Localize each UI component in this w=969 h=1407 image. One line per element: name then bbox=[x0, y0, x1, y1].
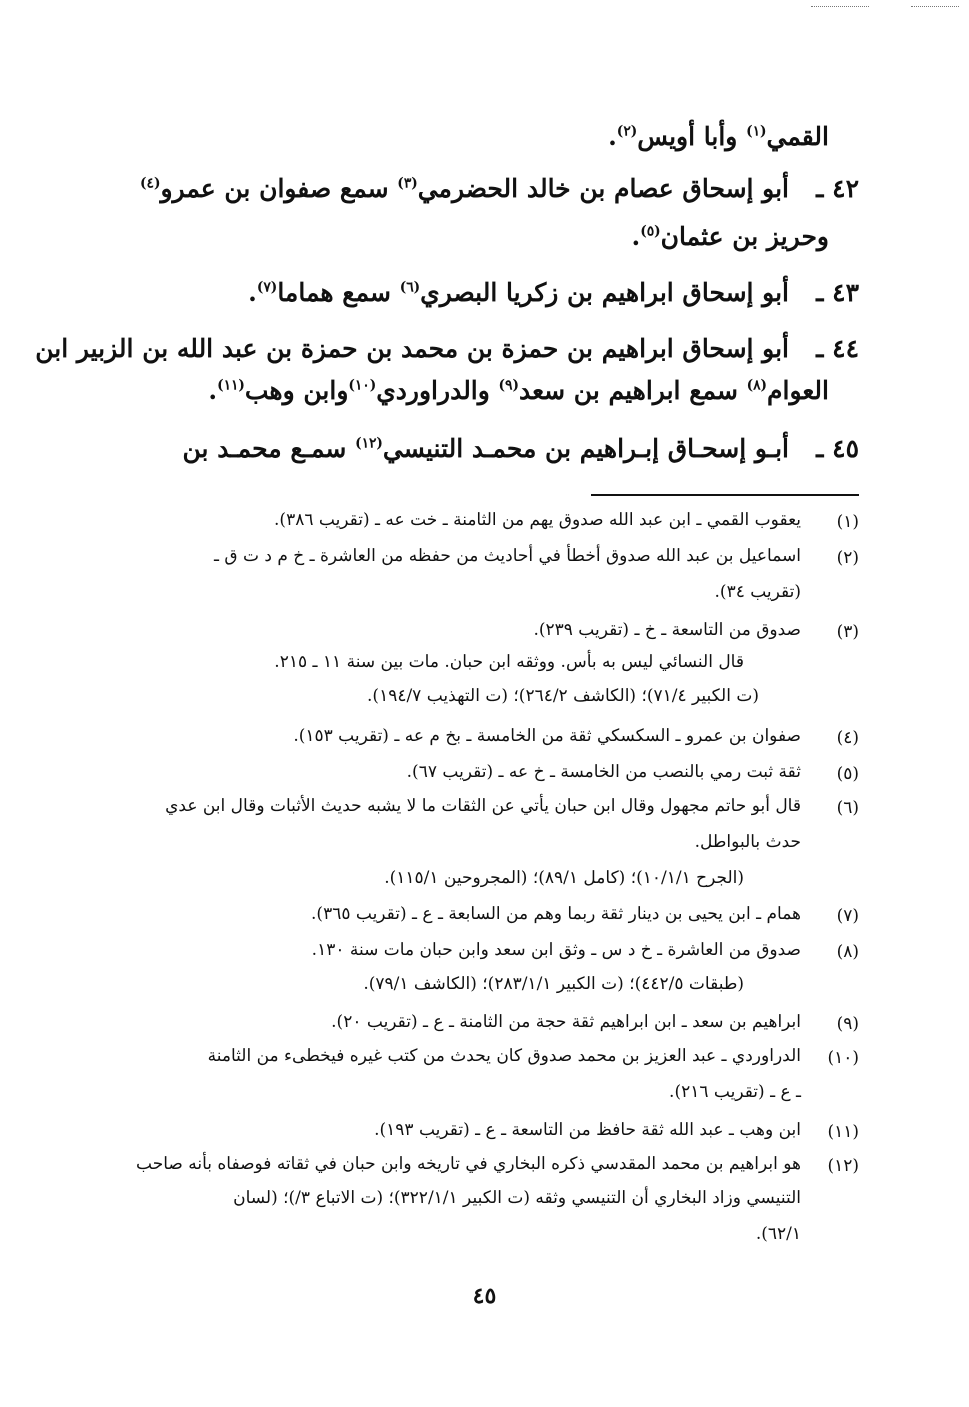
footnote-number: (٢) bbox=[836, 548, 859, 568]
footnote-text: الدراوردي ـ عبد العزيز بن محمد صدوق كان يحدث من كتب غيره فيخطىء من الثامنة bbox=[207, 1046, 801, 1066]
footnote-text-continued: ـ ع ـ (تقريب ٢١٦). bbox=[669, 1082, 801, 1102]
footnote-text: صفوان بن عمرو ـ السكسكي ثقة من الخامسة ـ بخ م عه ـ (تقريب ١٥٣). bbox=[293, 726, 801, 746]
text-run: . bbox=[248, 278, 257, 307]
footnote-text: ابن وهب ـ عبد الله ثقة حافظ من التاسعة ـ ع ـ (تقريب ١٩٣). bbox=[374, 1120, 801, 1140]
entry-number: ٤٢ ـ bbox=[816, 174, 859, 203]
footnote-text: يعقوب القمي ـ ابن عبد الله صدوق يهم من الثامنة ـ خت عه ـ (تقريب ٣٨٦). bbox=[274, 510, 801, 530]
text-run: سمع ابراهيم بن سعد bbox=[518, 376, 747, 405]
footnote-number: (٨) bbox=[836, 942, 859, 962]
footnote-ref: (٥) bbox=[640, 223, 661, 240]
text-run: . bbox=[208, 376, 218, 405]
footnote-ref: (٤) bbox=[140, 175, 161, 192]
footnote-text-continued: التنيسي وزاد البخاري أن التنيسي وثقه (ت الكبير ٣٢٢/١/١)؛ (ت الاتباع ٣/)؛ (لسان bbox=[233, 1188, 801, 1208]
footnote-text-continued: (ت الكبير ٧١/٤)؛ (الكاشف ٢٦٤/٢)؛ (ت التهذيب ١٩٤/٧). bbox=[367, 686, 759, 706]
text-run: وحريز بن عثمان bbox=[660, 222, 829, 251]
text-run: سمع صفوان بن عمرو bbox=[160, 174, 398, 203]
entry-number: ٤٣ ـ bbox=[816, 278, 859, 307]
entry-44-line2 bbox=[208, 376, 829, 406]
corner-rule-right bbox=[911, 6, 959, 7]
entry-number: ٤٥ ـ bbox=[816, 434, 859, 463]
footnote-ref: (٦) bbox=[399, 279, 421, 296]
continuation-line bbox=[608, 122, 829, 152]
footnote-number: (٩) bbox=[836, 1014, 859, 1034]
footnote-text-continued: حدث بالبواطل. bbox=[694, 832, 801, 852]
footnote-ref: (٧) bbox=[256, 279, 278, 296]
entry-45-line1 bbox=[183, 434, 860, 464]
footnote-text-continued: قال النسائي ليس به بأس. ووثقه ابن حبان. مات بين سنة ١١ ـ ٢١٥. bbox=[274, 652, 744, 672]
text-run: وابن وهب bbox=[244, 376, 349, 405]
footnote-separator bbox=[591, 494, 859, 496]
footnote-text: اسماعيل بن عبد الله صدوق أخطأ في أحاديث من حفظه من العاشرة ـ خ م د ت ق ـ bbox=[213, 546, 801, 566]
footnote-ref: (٢) bbox=[616, 123, 638, 140]
footnote-text: ثقة ثبت رمي بالنصب من الخامسة ـ خ عه ـ (تقريب ٦٧). bbox=[406, 762, 801, 782]
footnote-number: (٣) bbox=[836, 622, 859, 642]
footnote-ref: (٨) bbox=[746, 377, 768, 394]
footnote-ref: (١٠) bbox=[348, 377, 377, 394]
text-run: أبو إسحاق ابراهيم بن حمزة بن محمد بن حمزة بن عبد الله بن الزبير ابن bbox=[35, 334, 789, 363]
footnote-text: صدوق من التاسعة ـ خ ـ (تقريب ٢٣٩). bbox=[533, 620, 801, 640]
text-run: أبو إسحاق ابراهيم بن زكريا البصري bbox=[420, 278, 789, 307]
footnote-text-continued: (الجرح ١٠/١/١)؛ (كامل ٨٩/١)؛ (المجروحين ١١٥/١). bbox=[384, 868, 744, 888]
footnote-ref: (٣) bbox=[397, 175, 418, 192]
footnote-number: (٤) bbox=[836, 728, 859, 748]
text-run: . bbox=[631, 222, 641, 251]
text-run: العوام bbox=[767, 376, 829, 405]
footnote-number: (٦) bbox=[836, 798, 859, 818]
text-run: والدراوردي bbox=[376, 376, 499, 405]
footnote-text: هو ابراهيم بن محمد المقدسي ذكره البخاري في تاريخه وابن حبان في ثقاته فوصفاه بأنه صاحب bbox=[136, 1154, 801, 1174]
footnote-text: صدوق من العاشرة ـ خ د س ـ وثق ابن سعد وابن حبان مات سنة ١٣٠. bbox=[311, 940, 801, 960]
footnote-text-continued: ٦٢/١). bbox=[755, 1224, 801, 1244]
footnote-ref: (١) bbox=[746, 123, 767, 140]
entry-number: ٤٤ ـ bbox=[816, 334, 859, 363]
footnote-number: (١) bbox=[836, 512, 859, 532]
text-run: أبـو إسحـاق إبـراهيم بن محمـد التنيسي bbox=[382, 434, 789, 463]
footnote-text: همام ـ ابن يحيى بن دينار ثقة ربما وهم من السابعة ـ ع ـ (تقريب ٣٦٥). bbox=[311, 904, 801, 924]
text-run: سمع هماما bbox=[277, 278, 400, 307]
entry-42-line1 bbox=[140, 174, 859, 204]
footnote-text: قال أبو حاتم مجهول وقال ابن حبان يأتي عن الثقات ما لا يشبه حديث الأثبات وقال ابن عدي bbox=[165, 796, 801, 816]
footnote-text-continued: (تقريب ٣٤). bbox=[714, 582, 801, 602]
footnote-text-continued: (طبقات ٤٤٢/٥)؛ (ت الكبير ٢٨٣/١/١)؛ (الكاشف ٧٩/١). bbox=[363, 974, 744, 994]
footnote-number: (١١) bbox=[827, 1122, 859, 1142]
text-run: أبو إسحاق عصام بن خالد الحضرمي bbox=[417, 174, 789, 203]
entry-44-line1 bbox=[35, 334, 859, 364]
entry-42-line2 bbox=[632, 222, 830, 252]
text-run: وأبا أويس bbox=[637, 122, 747, 151]
footnote-text: ابراهيم بن سعد ـ ابن ابراهيم ثقة حجة من الثامنة ـ ع ـ (تقريب ٢٠). bbox=[331, 1012, 801, 1032]
entry-43-line1 bbox=[248, 278, 859, 308]
footnote-ref: (١١) bbox=[217, 377, 245, 394]
footnote-number: (٧) bbox=[836, 906, 859, 926]
page-number: ٤٥ bbox=[472, 1283, 497, 1309]
text-run: القمي bbox=[766, 122, 829, 151]
footnote-ref: (٩) bbox=[498, 377, 519, 394]
footnote-number: (١٠) bbox=[827, 1048, 859, 1068]
footnote-number: (١٢) bbox=[827, 1156, 859, 1176]
text-run: سمـع محمـد بن bbox=[182, 434, 356, 463]
corner-rule-left bbox=[811, 6, 869, 7]
footnote-ref: (١٢) bbox=[355, 435, 383, 452]
text-run: . bbox=[608, 122, 617, 151]
footnote-number: (٥) bbox=[836, 764, 859, 784]
